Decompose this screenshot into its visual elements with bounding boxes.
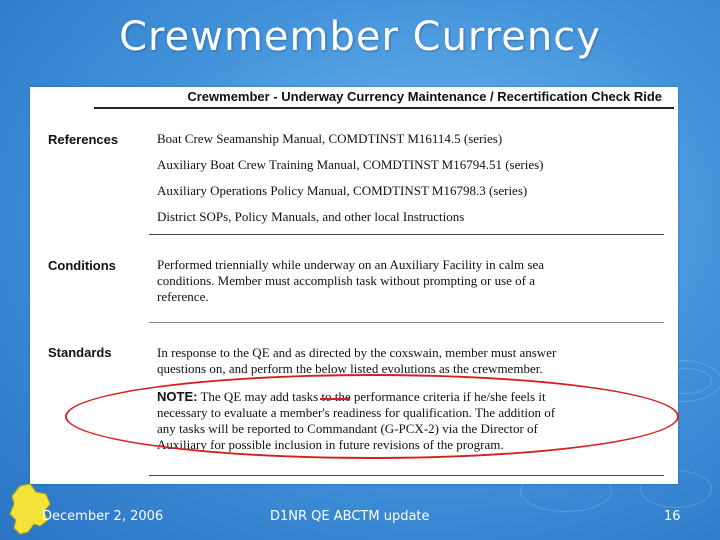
tasks-underline [320,398,350,400]
conditions-line: Performed triennially while underway on an Auxiliary Facility in calm sea [157,257,545,272]
reference-line: Boat Crew Seamanship Manual, COMDTINST M16114.5 (series) [157,131,503,146]
conditions-line: reference. [157,289,209,304]
reference-line: Auxiliary Boat Crew Training Manual, COMDTINST M16794.51 (series) [157,157,544,172]
conditions-label: Conditions [48,258,116,273]
footer-center: D1NR QE ABCTM update [270,509,430,524]
footer-date: December 2, 2006 [42,509,164,524]
standards-line: questions on, and perform the below listed evolutions as the crewmember. [157,361,543,376]
standards-label: Standards [48,345,112,360]
section-divider [149,322,664,323]
note-text: The QE may add tasks to the performance criteria if he/she feels it [200,389,546,404]
title-rule [94,107,674,109]
section-divider [149,475,664,476]
note-line: necessary to evaluate a member's readiness for qualification. The addition of [157,405,556,420]
note-label: NOTE: [157,389,198,404]
section-divider [149,234,664,235]
note-line: any tasks will be reported to Commandant (G-PCX-2) via the Director of [157,421,538,436]
reference-line: Auxiliary Operations Policy Manual, COMDTINST M16798.3 (series) [157,183,528,198]
document-title: Crewmember - Underway Currency Maintenance / Recertification Check Ride [187,89,662,104]
conditions-line: conditions. Member must accomplish task without prompting or use of a [157,273,536,288]
note-line: Auxiliary for possible inclusion in future revisions of the program. [157,437,504,452]
slide-title: Crewmember Currency [119,14,601,60]
references-label: References [48,132,119,147]
footer-page-number: 16 [664,509,681,524]
standards-line: In response to the QE and as directed by the coxswain, member must answer [157,345,557,360]
highlight-ellipse [65,374,679,459]
reference-line: District SOPs, Policy Manuals, and other local Instructions [157,209,465,224]
